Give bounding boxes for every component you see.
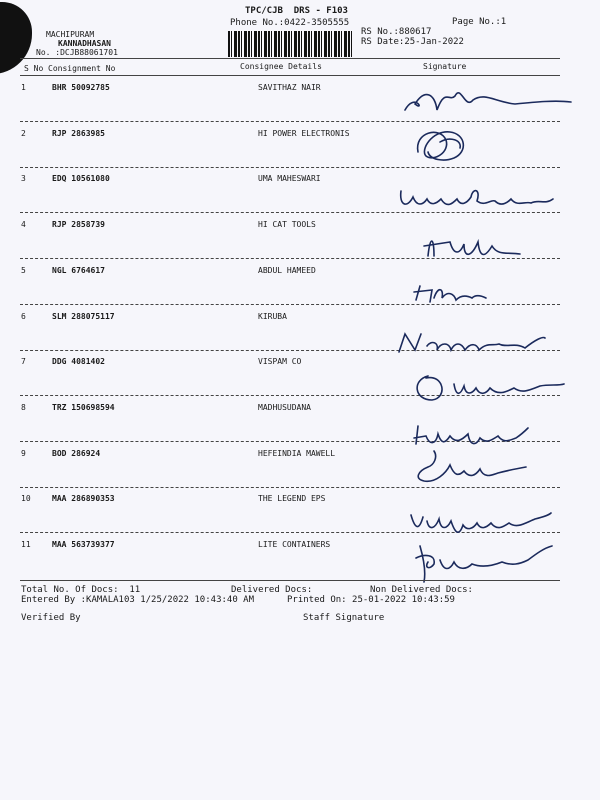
signature-7 <box>410 370 570 405</box>
printed-on: Printed On: 25-01-2022 10:43:59 <box>287 595 455 605</box>
branch-line-2: KANNADHASAN <box>58 39 111 48</box>
row-consignment-no: RJP 2863985 <box>52 129 105 138</box>
row-sno: 6 <box>21 312 26 321</box>
row-sno: 9 <box>21 449 26 458</box>
header-rule-bottom <box>20 75 560 76</box>
page-number: Page No.:1 <box>452 17 507 27</box>
col-header-sno: S No <box>24 64 44 73</box>
col-header-consignee: Consignee Details <box>240 62 322 71</box>
row-sno: 1 <box>21 83 26 92</box>
row-consignee: KIRUBA <box>258 312 287 321</box>
row-consignee: THE LEGEND EPS <box>258 494 326 503</box>
barcode <box>228 31 354 57</box>
row-consignment-no: RJP 2858739 <box>52 220 105 229</box>
row-sno: 5 <box>21 266 26 275</box>
footer-rule <box>20 580 560 581</box>
row-sno: 10 <box>21 494 31 503</box>
row-consignment-no: BHR 50092785 <box>52 83 110 92</box>
row-consignment-no: TRZ 150698594 <box>52 403 115 412</box>
table-row <box>0 403 600 417</box>
row-consignee: HI POWER ELECTRONIS <box>258 129 350 138</box>
row-sno: 4 <box>21 220 26 229</box>
row-sno: 8 <box>21 403 26 412</box>
phone-number: Phone No.:0422-3505555 <box>230 18 350 28</box>
signature-2 <box>410 122 490 167</box>
rs-number: RS No.:880617 <box>361 27 432 37</box>
table-row <box>0 266 600 280</box>
signature-9 <box>410 445 560 485</box>
row-sno: 2 <box>21 129 26 138</box>
rs-date: RS Date:25-Jan-2022 <box>361 37 464 47</box>
report-title: TPC/CJB DRS - F103 <box>245 6 348 16</box>
row-consignment-no: BOD 286924 <box>52 449 101 458</box>
table-row <box>0 129 600 143</box>
row-consignee: SAVITHAZ NAIR <box>258 83 321 92</box>
signature-10 <box>405 505 555 540</box>
signature-5 <box>410 280 490 305</box>
entered-by: Entered By :KAMALA103 1/25/2022 10:43:40 AM <box>21 595 254 605</box>
row-consignment-no: MAA 563739377 <box>52 540 115 549</box>
table-row <box>0 357 600 371</box>
signature-4 <box>420 230 530 265</box>
row-consignment-no: DDG 4081402 <box>52 357 105 366</box>
row-consignee: ABDUL HAMEED <box>258 266 316 275</box>
header-rule-top <box>20 58 560 59</box>
row-sno: 7 <box>21 357 26 366</box>
branch-line-3: No. :DCJB88061701 <box>36 48 118 57</box>
row-consignment-no: NGL 6764617 <box>52 266 105 275</box>
delivered-docs: Delivered Docs: <box>231 585 313 595</box>
signature-6 <box>395 328 565 358</box>
row-consignment-no: MAA 286890353 <box>52 494 115 503</box>
row-consignee: UMA MAHESWARI <box>258 174 321 183</box>
row-consignee: HEFEINDIA MAWELL <box>258 449 336 458</box>
total-docs: Total No. Of Docs: 11 <box>21 585 141 595</box>
signature-11 <box>410 540 560 585</box>
staff-signature: Staff Signature <box>303 613 385 623</box>
row-consignee: MADHUSUDANA <box>258 403 311 412</box>
signature-1 <box>395 82 575 122</box>
col-header-consignment: Consignment No <box>48 64 116 73</box>
row-divider <box>20 167 560 168</box>
row-sno: 11 <box>21 540 31 549</box>
signature-3 <box>395 185 585 215</box>
verified-by: Verified By <box>21 613 81 623</box>
row-consignment-no: EDQ 10561080 <box>52 174 110 183</box>
row-consignee: HI CAT TOOLS <box>258 220 316 229</box>
row-divider <box>20 487 560 488</box>
row-consignee: LITE CONTAINERS <box>258 540 331 549</box>
col-header-signature: Signature <box>423 62 467 71</box>
table-row <box>0 312 600 326</box>
row-sno: 3 <box>21 174 26 183</box>
row-consignment-no: SLM 288075117 <box>52 312 115 321</box>
row-consignee: VISPAM CO <box>258 357 302 366</box>
branch-line-1: MACHIPURAM <box>46 30 95 39</box>
non-delivered-docs: Non Delivered Docs: <box>370 585 473 595</box>
